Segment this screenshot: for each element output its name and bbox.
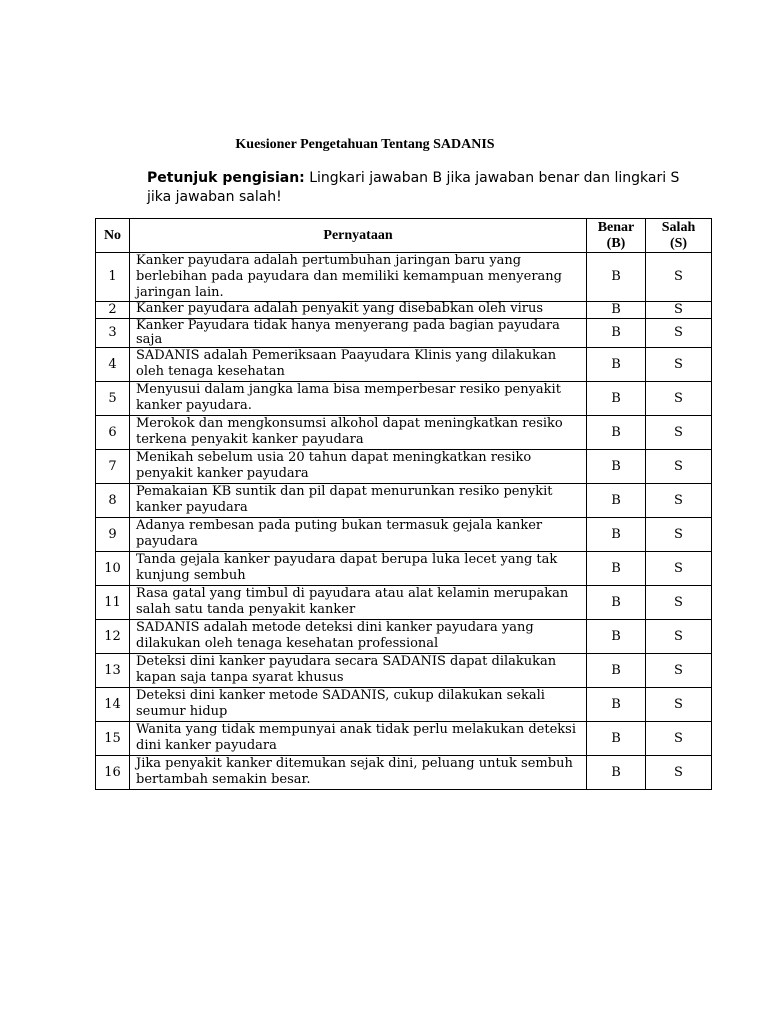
table-row xyxy=(96,688,712,722)
row-statement: SADANIS adalah metode deteksi dini kanker payudara yang dilakukan oleh tenaga kesehatan professional xyxy=(130,620,587,654)
table-row xyxy=(96,484,712,518)
answer-salah[interactable]: S xyxy=(646,620,712,654)
answer-benar[interactable]: B xyxy=(587,416,646,450)
table-row xyxy=(96,416,712,450)
answer-salah[interactable]: S xyxy=(646,348,712,382)
row-statement: Merokok dan mengkonsumsi alkohol dapat meningkatkan resiko terkena penyakit kanker payudara xyxy=(130,416,587,450)
answer-salah[interactable]: S xyxy=(646,450,712,484)
answer-benar[interactable]: B xyxy=(587,586,646,620)
row-statement: Rasa gatal yang timbul di payudara atau alat kelamin merupakan salah satu tanda penyakit kanker xyxy=(130,586,587,620)
table-row xyxy=(96,722,712,756)
row-statement: Menyusui dalam jangka lama bisa memperbesar resiko penyakit kanker payudara. xyxy=(130,382,587,416)
instructions-label: Petunjuk pengisian: xyxy=(147,170,305,186)
row-number: 7 xyxy=(96,450,130,484)
answer-benar[interactable]: B xyxy=(587,302,646,319)
row-statement: Pemakaian KB suntik dan pil dapat menurunkan resiko penykit kanker payudara xyxy=(130,484,587,518)
table-row xyxy=(96,552,712,586)
row-statement: Menikah sebelum usia 20 tahun dapat meningkatkan resiko penyakit kanker payudara xyxy=(130,450,587,484)
row-statement: Kanker payudara adalah penyakit yang disebabkan oleh virus xyxy=(130,302,587,319)
table-row xyxy=(96,756,712,790)
row-number: 2 xyxy=(96,302,130,319)
row-number: 15 xyxy=(96,722,130,756)
row-number: 13 xyxy=(96,654,130,688)
row-number: 3 xyxy=(96,319,130,348)
table-row xyxy=(96,319,712,348)
answer-benar[interactable]: B xyxy=(587,620,646,654)
row-number: 1 xyxy=(96,253,130,302)
row-number: 14 xyxy=(96,688,130,722)
answer-salah[interactable]: S xyxy=(646,586,712,620)
answer-benar[interactable]: B xyxy=(587,348,646,382)
questionnaire-table xyxy=(95,218,712,790)
answer-benar[interactable]: B xyxy=(587,688,646,722)
header-benar-line1: Benar xyxy=(597,219,635,235)
table-row xyxy=(96,253,712,302)
row-number: 11 xyxy=(96,586,130,620)
answer-salah[interactable]: S xyxy=(646,302,712,319)
table-row xyxy=(96,450,712,484)
header-salah-line1: Salah xyxy=(661,219,696,235)
answer-salah[interactable]: S xyxy=(646,253,712,302)
answer-benar[interactable]: B xyxy=(587,518,646,552)
row-statement: Tanda gejala kanker payudara dapat berupa luka lecet yang tak kunjung sembuh xyxy=(130,552,587,586)
row-statement: Adanya rembesan pada puting bukan termasuk gejala kanker payudara xyxy=(130,518,587,552)
answer-benar[interactable]: B xyxy=(587,382,646,416)
answer-salah[interactable]: S xyxy=(646,552,712,586)
answer-salah[interactable]: S xyxy=(646,688,712,722)
answer-salah[interactable]: S xyxy=(646,654,712,688)
document-title: Kuesioner Pengetahuan Tentang SADANIS xyxy=(235,137,495,152)
row-statement: Deteksi dini kanker metode SADANIS, cukup dilakukan sekali seumur hidup xyxy=(130,688,587,722)
answer-benar[interactable]: B xyxy=(587,319,646,348)
row-number: 6 xyxy=(96,416,130,450)
answer-salah[interactable]: S xyxy=(646,416,712,450)
row-statement: Wanita yang tidak mempunyai anak tidak perlu melakukan deteksi dini kanker payudara xyxy=(130,722,587,756)
header-salah-line2: (S) xyxy=(669,235,688,251)
header-statement: Pernyataan xyxy=(130,219,587,253)
answer-salah[interactable]: S xyxy=(646,722,712,756)
answer-benar[interactable]: B xyxy=(587,552,646,586)
row-statement: Deteksi dini kanker payudara secara SADANIS dapat dilakukan kapan saja tanpa syarat khusus xyxy=(130,654,587,688)
header-benar-line2: (B) xyxy=(606,235,626,251)
answer-benar[interactable]: B xyxy=(587,756,646,790)
answer-salah[interactable]: S xyxy=(646,756,712,790)
row-number: 5 xyxy=(96,382,130,416)
row-number: 10 xyxy=(96,552,130,586)
table-row xyxy=(96,382,712,416)
header-benar xyxy=(587,219,646,253)
table-row xyxy=(96,518,712,552)
row-number: 12 xyxy=(96,620,130,654)
answer-salah[interactable]: S xyxy=(646,484,712,518)
table-row xyxy=(96,654,712,688)
answer-benar[interactable]: B xyxy=(587,484,646,518)
row-number: 16 xyxy=(96,756,130,790)
instructions xyxy=(147,169,687,207)
instructions-text: Lingkari jawaban B jika jawaban benar dan lingkari S jika jawaban salah! xyxy=(147,170,680,205)
row-number: 9 xyxy=(96,518,130,552)
answer-salah[interactable]: S xyxy=(646,319,712,348)
answer-benar[interactable]: B xyxy=(587,450,646,484)
row-statement: Kanker Payudara tidak hanya menyerang pada bagian payudara saja xyxy=(130,319,587,348)
answer-salah[interactable]: S xyxy=(646,518,712,552)
row-number: 8 xyxy=(96,484,130,518)
answer-benar[interactable]: B xyxy=(587,722,646,756)
header-salah xyxy=(646,219,712,253)
answer-benar[interactable]: B xyxy=(587,253,646,302)
row-statement: SADANIS adalah Pemeriksaan Paayudara Klinis yang dilakukan oleh tenaga kesehatan xyxy=(130,348,587,382)
answer-benar[interactable]: B xyxy=(587,654,646,688)
row-statement: Kanker payudara adalah pertumbuhan jaringan baru yang berlebihan pada payudara dan memiliki kemampuan menyerang jaringan lain. xyxy=(130,253,587,302)
header-no: No xyxy=(96,219,130,253)
answer-salah[interactable]: S xyxy=(646,382,712,416)
table-row xyxy=(96,348,712,382)
table-row xyxy=(96,302,712,319)
table-row xyxy=(96,620,712,654)
row-statement: Jika penyakit kanker ditemukan sejak dini, peluang untuk sembuh bertambah semakin besar. xyxy=(130,756,587,790)
table-row xyxy=(96,586,712,620)
row-number: 4 xyxy=(96,348,130,382)
